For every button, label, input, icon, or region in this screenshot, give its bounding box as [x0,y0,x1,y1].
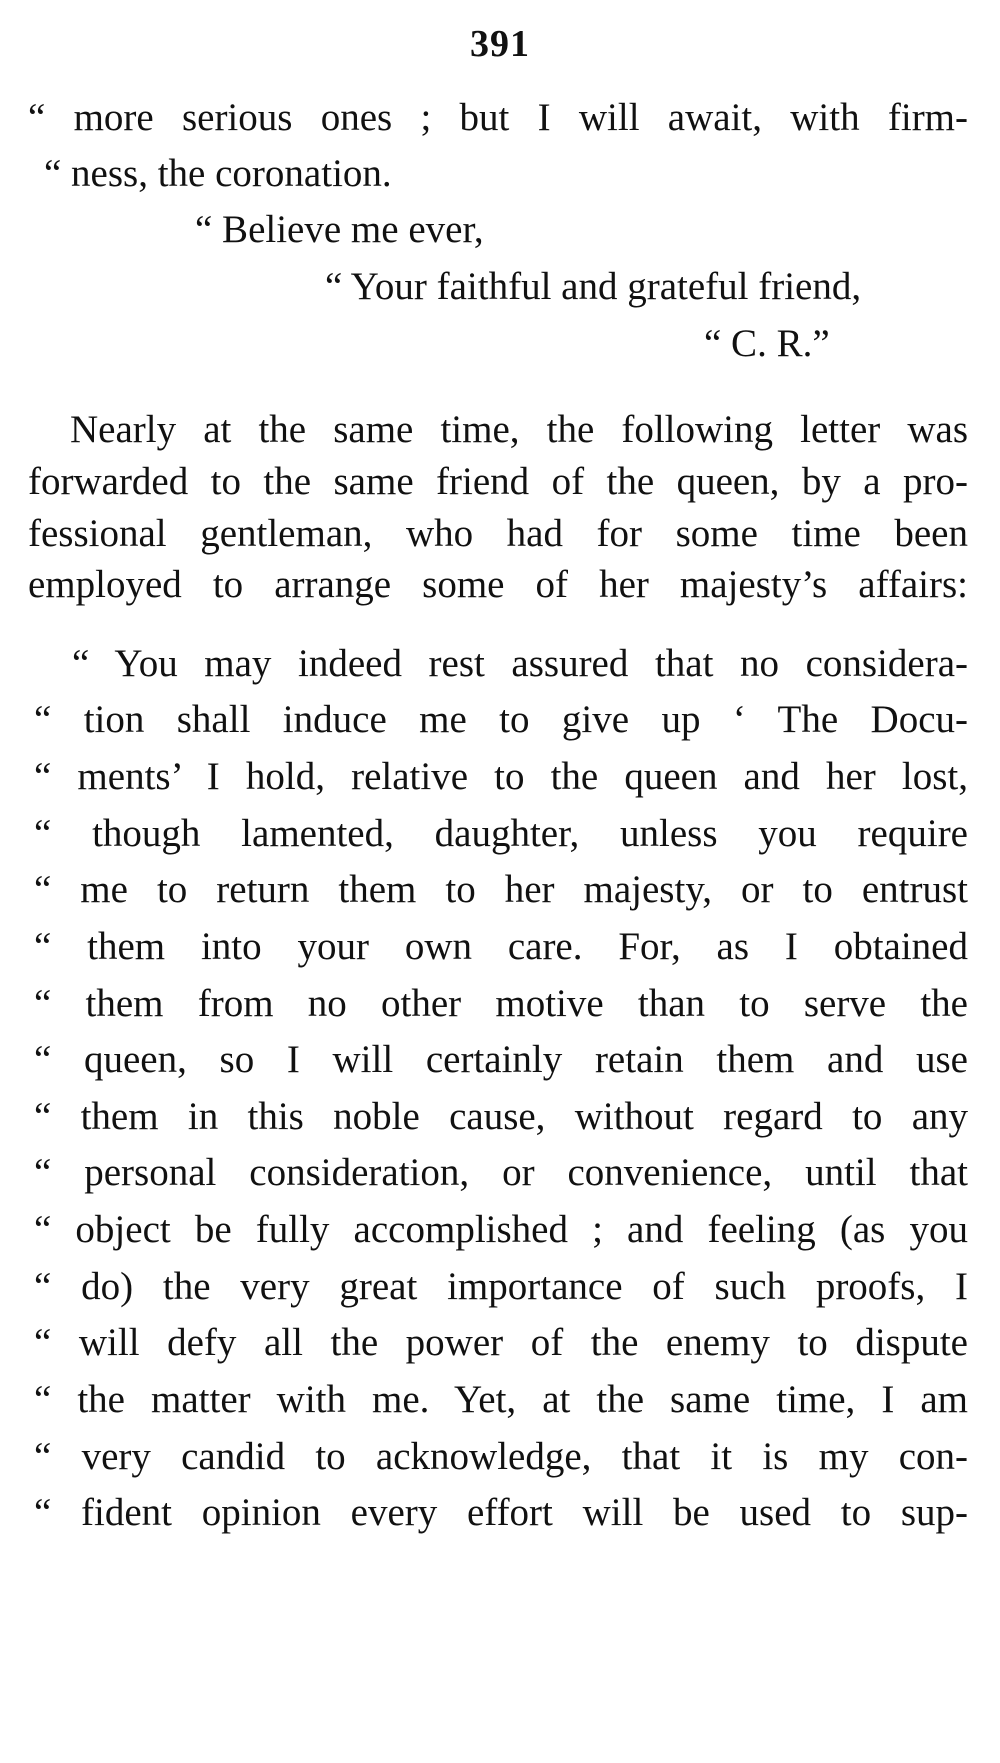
letter-line: “ tion shall induce me to give up ‘ The Docu- [34,698,968,741]
letter-line: “ very candid to acknowledge, that it is my con- [34,1435,968,1478]
letter-line: “ them into your own care. For, as I obtained [34,925,968,968]
signature-initials: “ C. R.” [704,322,830,365]
letter-line: “ queen, so I will certainly retain them and use [34,1038,968,1081]
letter-line: “ them from no other motive than to serve the [34,982,968,1025]
text-line: “ ness, the coronation. [44,152,392,195]
text-line: “ more serious ones ; but I will await, with firm- [28,96,968,139]
letter-line: “ do) the very great importance of such proofs, I [34,1265,968,1308]
letter-line: “ ments’ I hold, relative to the queen and her lost, [34,755,968,798]
paragraph-line: forwarded to the same friend of the queen, by a pro- [28,460,968,503]
letter-line: “ will defy all the power of the enemy to dispute [34,1321,968,1364]
page-number: 391 [470,23,530,65]
paragraph-line: Nearly at the same time, the following letter was [70,408,968,451]
letter-line: “ them in this noble cause, without regard to any [34,1095,968,1138]
letter-line: “ though lamented, daughter, unless you require [34,812,968,855]
signature-closing: “ Your faithful and grateful friend, [325,265,862,308]
letter-line: “ the matter with me. Yet, at the same time, I am [34,1378,968,1421]
letter-line: “ personal consideration, or convenience, until that [34,1151,968,1194]
letter-line: “ me to return them to her majesty, or to entrust [34,868,968,911]
letter-line: “ object be fully accomplished ; and feeling (as you [34,1208,968,1251]
letter-line: “ You may indeed rest assured that no considera- [72,642,968,685]
letter-line: “ fident opinion every effort will be used to sup- [34,1491,968,1534]
paragraph-line: fessional gentleman, who had for some time been [28,512,968,555]
paragraph-line: employed to arrange some of her majesty’s affairs: [28,563,968,606]
signature-salutation: “ Believe me ever, [195,208,484,251]
